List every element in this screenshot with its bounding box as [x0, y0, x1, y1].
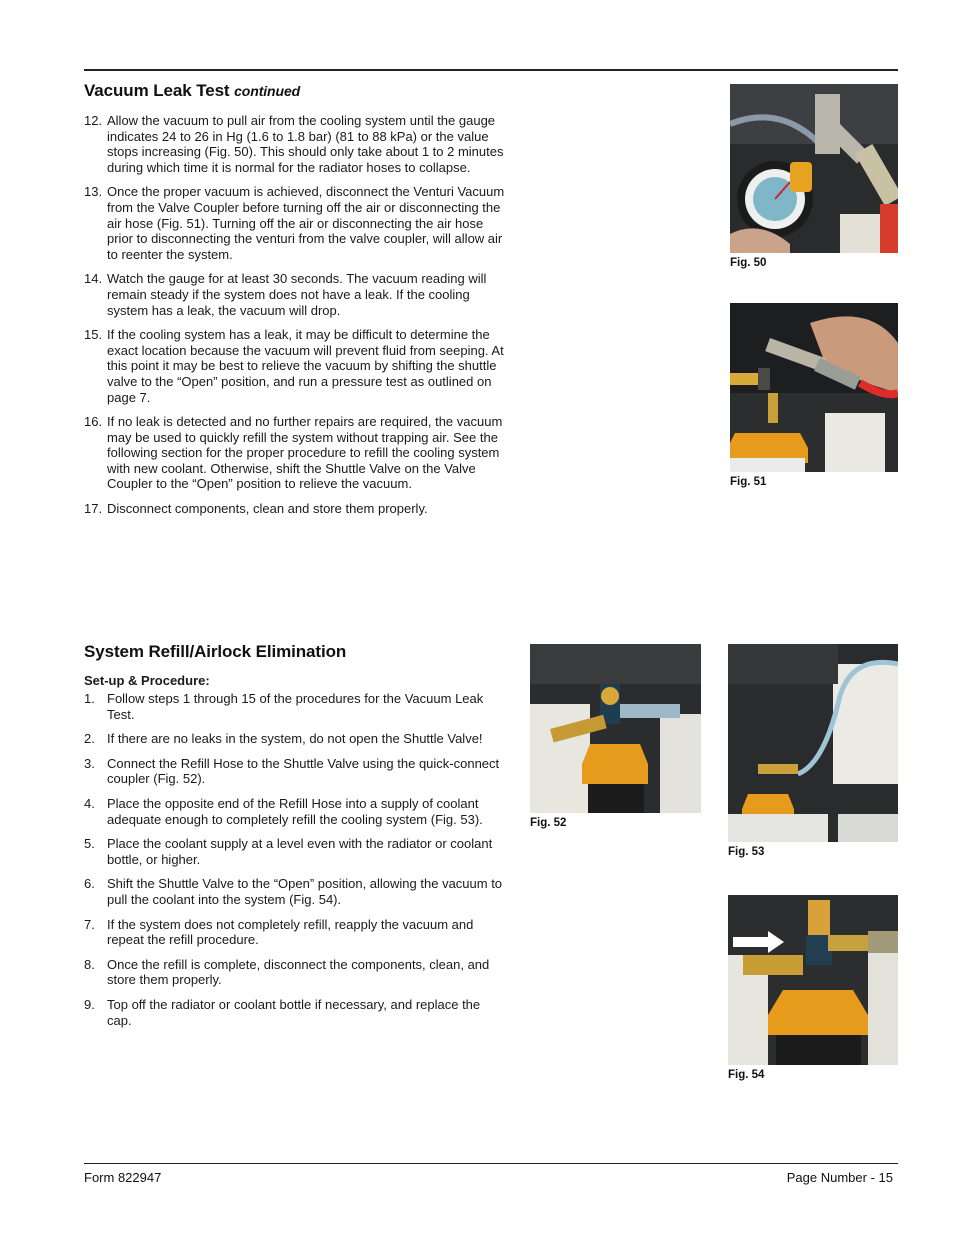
section-title-text: Vacuum Leak Test: [84, 81, 230, 100]
step-number: 7.: [84, 916, 95, 932]
step-text: If no leak is detected and no further repairs are required, the vacuum may be used to quickly refill the system without trapping air. See the following section for the proper procedure to refill the cooling system with new coolant. Otherwise, shift the Shuttle Valve on the Valve Coupler to the “Open” position to relieve the vacuum.: [107, 414, 503, 492]
step-text: Watch the gauge for at least 30 seconds. The vacuum reading will remain steady if the system does not have a leak. If the cooling system has a leak, the vacuum will drop.: [107, 271, 487, 318]
step-text: Disconnect components, clean and store them properly.: [107, 501, 428, 517]
setup-subheading: Set-up & Procedure:: [84, 673, 210, 688]
step-text: Place the coolant supply at a level even with the radiator or coolant bottle, or higher.: [107, 836, 493, 867]
step-text: Shift the Shuttle Valve to the “Open” position, allowing the vacuum to pull the coolant into the system (Fig. 54).: [107, 876, 503, 907]
step-text: If the cooling system has a leak, it may be difficult to determine the exact location because the vacuum will prevent fluid from seeping. At this point it may be best to relieve the vacuum by shifting the shuttle valve to the “Open” position, and run a pressure test as outlined on page 7.: [107, 327, 504, 405]
refill-steps-list: [84, 691, 504, 1028]
step-number: 3.: [84, 755, 95, 771]
list-item: [84, 957, 504, 988]
step-number: 5.: [84, 836, 95, 852]
fig-50-caption: Fig. 50: [730, 257, 767, 269]
step-number: 6.: [84, 876, 95, 892]
fig-51-caption: Fig. 51: [730, 476, 767, 488]
list-item: [84, 917, 504, 948]
fig-52-caption: Fig. 52: [530, 817, 567, 829]
list-item: [84, 271, 508, 318]
step-text: Place the opposite end of the Refill Hose into a supply of coolant adequate enough to completely refill the cooling system (Fig. 53).: [107, 795, 483, 827]
footer-page-number: Page Number - 15: [786, 1170, 893, 1185]
fig-50-photo: [730, 84, 898, 253]
section-title-suffix: continued: [234, 83, 301, 99]
step-number: 13.: [84, 184, 103, 200]
step-number: 12.: [84, 113, 103, 128]
step-number: 8.: [84, 956, 95, 972]
step-number: 9.: [84, 996, 95, 1012]
step-text: Top off the radiator or coolant bottle if necessary, and replace the cap.: [107, 996, 481, 1028]
step-text: Follow steps 1 through 15 of the procedures for the Vacuum Leak Test.: [107, 691, 484, 722]
step-text: If the system does not completely refill, reapply the vacuum and repeat the refill procedure.: [107, 916, 474, 948]
list-item: [84, 113, 508, 175]
list-item: [84, 414, 508, 492]
fig-53-photo: [728, 644, 898, 842]
bottom-rule: [84, 1163, 898, 1164]
step-number: 17.: [84, 501, 103, 517]
list-item: [84, 731, 504, 747]
list-item: [84, 327, 508, 405]
fig-51-photo: [730, 303, 898, 472]
list-item: [84, 796, 504, 827]
step-number: 16.: [84, 414, 103, 430]
step-text: If there are no leaks in the system, do not open the Shuttle Valve!: [107, 731, 483, 747]
list-item: [84, 997, 504, 1028]
list-item: [84, 836, 504, 867]
footer-form-number: Form 822947: [84, 1170, 162, 1185]
step-number: 15.: [84, 327, 103, 343]
fig-54-caption: Fig. 54: [728, 1069, 765, 1081]
list-item: [84, 691, 504, 722]
step-text: Once the refill is complete, disconnect the components, clean, and store them properly.: [107, 956, 490, 988]
step-number: 14.: [84, 271, 103, 287]
top-rule: [84, 69, 898, 71]
section-title-vacuum-leak-test: [84, 81, 300, 101]
step-number: 4.: [84, 795, 95, 811]
list-item: [84, 756, 504, 787]
step-text: Connect the Refill Hose to the Shuttle Valve using the quick-connect coupler (Fig. 52).: [107, 755, 500, 787]
list-item: [84, 184, 508, 262]
list-item: [84, 876, 504, 907]
vacuum-steps-list: [84, 113, 508, 517]
step-text: Once the proper vacuum is achieved, disconnect the Venturi Vacuum from the Valve Coupler before turning off the air or disconnecting the air hose (Fig. 51). Turning off the air or disconnecting the air hose prior to disconnecting the venturi from the valve coupler, will allow air to reenter the system.: [107, 184, 505, 262]
section-title-system-refill: System Refill/Airlock Elimination: [84, 642, 347, 661]
fig-53-caption: Fig. 53: [728, 846, 765, 858]
fig-54-photo: [728, 895, 898, 1065]
fig-52-photo: [530, 644, 701, 813]
step-text: Allow the vacuum to pull air from the cooling system until the gauge indicates 24 to 26 in Hg (1.6 to 1.8 bar) (81 to 88 kPa) or the value stops increasing (Fig. 50). This should only take about 1 to 2 minutes during which time it is normal for the radiator hoses to collapse.: [107, 113, 504, 175]
step-number: 1.: [84, 691, 95, 706]
step-number: 2.: [84, 731, 95, 747]
list-item: [84, 501, 508, 517]
